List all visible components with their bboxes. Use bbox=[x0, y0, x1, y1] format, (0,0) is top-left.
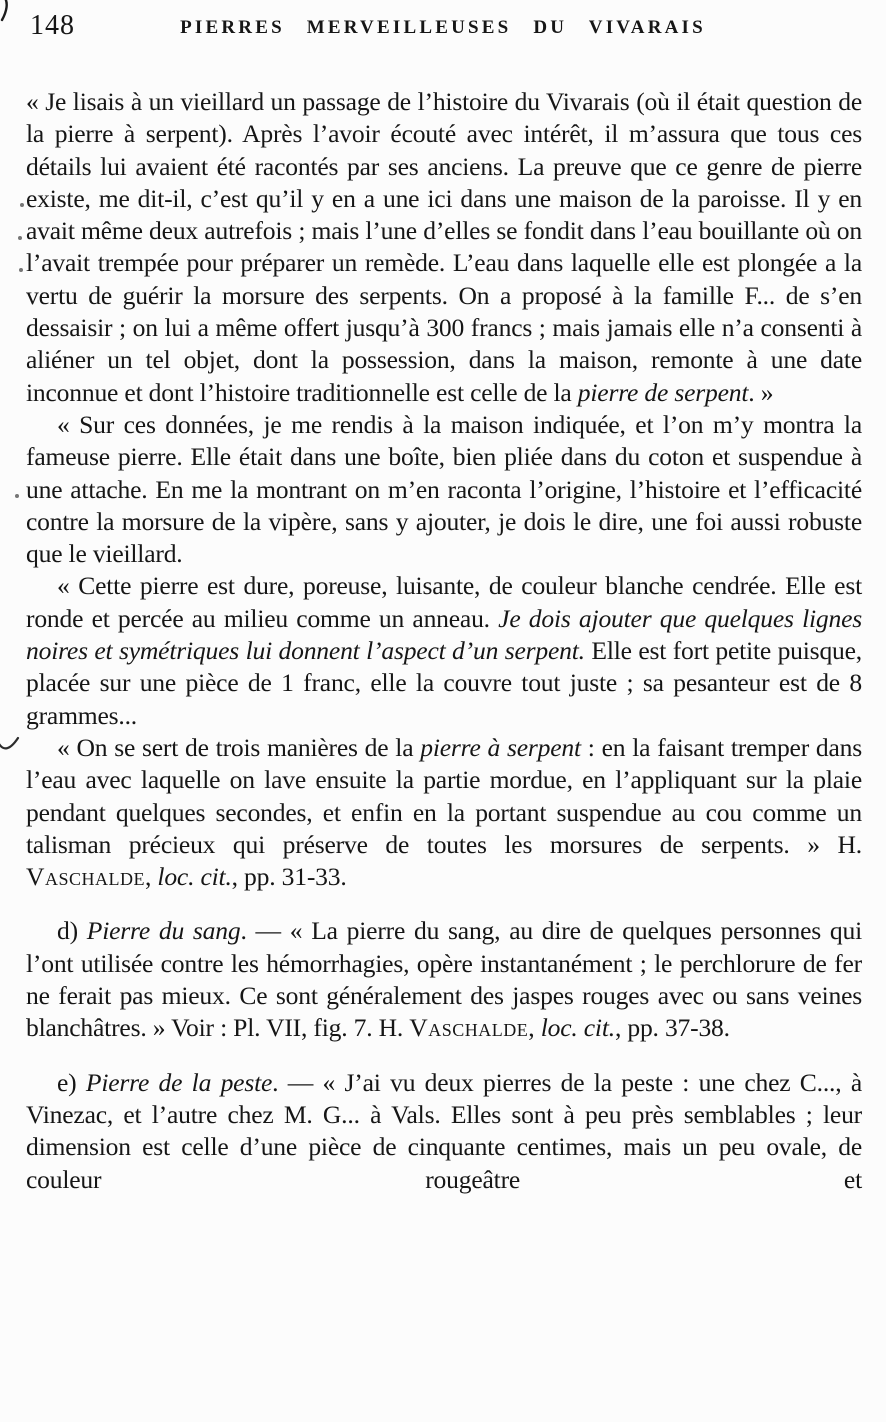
text-segment-normal: Elle est fort petite puisque, placée sur une pièce de 1 franc, elle la couvre tout juste ; sa pesanteur est de 8 grammes... bbox=[26, 636, 862, 730]
text-segment-normal: , pp. 31-33. bbox=[231, 862, 347, 892]
text-segment-normal: : en la faisant tremper dans l’eau avec laquelle on lave ensuite la partie mordue, en l’appliquant sur la plaie pendant quelques secondes, et enfin en la portant suspendue au cou comme un talisman précieux qui préserve de toutes les morsures de serpents. » H. bbox=[26, 732, 863, 859]
text-segment-normal: , bbox=[145, 862, 158, 892]
running-head: PIERRES MERVEILLEUSES DU VIVARAIS bbox=[180, 17, 706, 38]
text-segment-italic: Pierre de la peste bbox=[85, 1067, 273, 1097]
handwritten-tilde-mark bbox=[0, 733, 21, 757]
scan-speck bbox=[18, 236, 22, 240]
paragraph bbox=[26, 409, 862, 570]
page-number: 148 bbox=[30, 10, 75, 41]
paragraph bbox=[26, 732, 862, 893]
text-segment-italic: pierre de serpent bbox=[577, 377, 749, 407]
text-segment-smallcaps: Vaschalde bbox=[26, 862, 145, 892]
text-segment-normal: « Cette pierre est dure, poreuse, luisante, de couleur blanche cendrée. Elle est ronde et percée au milieu comme un anneau. bbox=[26, 571, 862, 633]
text-segment-normal: . — « La pierre du sang, au dire de quelques personnes qui l’ont utilisée contre les hémorrhagies, opère instantanément ; le perchlorure de fer ne ferait pas mieux. Ce sont généralement des jaspes rouges avec ou sans veines blanchâtres. » Voir : Pl. VII, fig. 7. H. bbox=[26, 916, 862, 1043]
text-segment-italic: Je dois ajouter que quelques lignes noires et symétriques lui donnent l’aspect d’un serpent. bbox=[26, 603, 863, 666]
paragraph bbox=[26, 86, 862, 409]
paragraph bbox=[26, 1067, 862, 1196]
text-segment-normal: « Sur ces données, je me rendis à la maison indiquée, et l’on m’y montra la fameuse pierre. Elle était dans une boîte, bien pliée dans du coton et suspendue à une attache. En me la montrant on m’en raconta l’origine, l’histoire et l’efficacité contre la morsure de la vipère, sans y ajouter, je dois le dire, une foi aussi robuste que le vieillard. bbox=[26, 409, 862, 569]
text-segment-normal: e) bbox=[57, 1067, 86, 1097]
text-segment-normal: . » bbox=[748, 377, 774, 407]
scan-speck bbox=[19, 268, 23, 272]
text-segment-italic: loc. cit. bbox=[540, 1013, 615, 1043]
text-segment-italic: loc. cit. bbox=[157, 862, 232, 892]
paragraph bbox=[26, 570, 862, 731]
text-segment-normal: , pp. 37-38. bbox=[614, 1013, 730, 1043]
text-segment-italic: pierre à serpent bbox=[420, 732, 581, 762]
text-segment-normal: d) bbox=[57, 916, 87, 946]
text-segment-smallcaps: Vaschalde bbox=[409, 1013, 529, 1043]
text-segment-normal: « On se sert de trois manières de la bbox=[57, 732, 421, 762]
text-segment-normal: . — « J’ai vu deux pierres de la peste : une chez C..., à Vinezac, et l’autre chez M. G... à Vals. Elles sont à peu près semblables ; leur dimension est celle d’une pièce de cinquante centimes, mais un peu ovale, de couleur rougeâtre et bbox=[26, 1067, 863, 1194]
text-segment-normal: « Je lisais à un vieillard un passage de l’histoire du Vivarais (où il était question de la pierre à serpent). Après l’avoir écouté avec intérêt, il m’assura que tous ces détails lui avaient été racontés par ses anciens. La preuve que ce genre de pierre existe, me dit-il, c’est qu’il y en a une ici dans une maison de la paroisse. Il y en avait même deux autrefois ; mais l’une d’elles se fondit dans l’eau bouillante où on l’avait trempée pour préparer un remède. L’eau dans laquelle elle est plongée a la vertu de guérir la morsure des serpents. On a proposé à la famille F... de s’en dessaisir ; on lui a même offert jusqu’à 300 francs ; mais jamais elle n’a consenti à aliéner un tel objet, dont la possession, dans la maison, remonte à une date inconnue et dont l’histoire traditionnelle est celle de la bbox=[26, 87, 862, 407]
text-segment-italic: Pierre du sang bbox=[86, 916, 241, 946]
paragraph bbox=[26, 915, 862, 1044]
scan-speck bbox=[20, 203, 24, 207]
scan-speck bbox=[15, 494, 19, 498]
page-body bbox=[26, 86, 862, 1196]
text-segment-normal: , bbox=[528, 1013, 541, 1043]
